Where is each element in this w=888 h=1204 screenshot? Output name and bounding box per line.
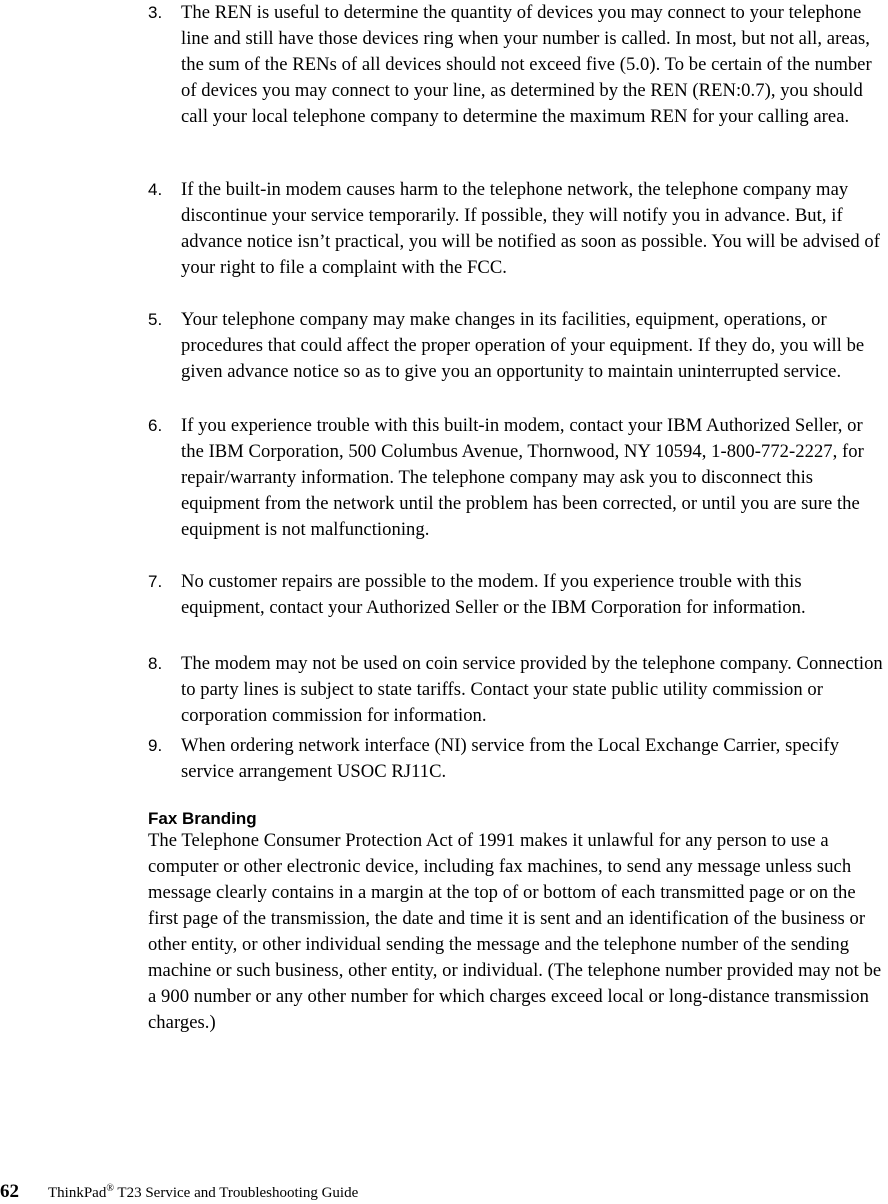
footer-title [48,1182,358,1204]
list-item-number: 5. [148,310,163,329]
section-heading: Fax Branding [148,809,257,828]
registered-mark: ® [106,1183,114,1194]
list-item-number: 9. [148,736,163,755]
page-footer [0,1180,888,1204]
footer-title-brand: ThinkPad [48,1185,107,1201]
footer-title-rest: T23 Service and Troubleshooting Guide [113,1185,359,1201]
list-item-text: If you experience trouble with this built-in modem, contact your IBM Authorized Seller, or the IBM Corporation, 500 Columbus Avenue, Thornwood, NY 10594, 1-800-772-2227, for repair/warranty information. The telephone company may ask you to disconnect this equipment from the network until the problem has been corrected, or until you are sure the equipment is not malfunctioning. [181,415,864,540]
list-item-text: No customer repairs are possible to the modem. If you experience trouble with this equipment, contact your Authorized Seller or the IBM Corporation for information. [181,571,806,618]
list-item-text: Your telephone company may make changes in its facilities, equipment, operations, or procedures that could affect the proper operation of your equipment. If they do, you will be given advance notice so as to give you an opportunity to maintain uninterrupted service. [181,309,865,382]
list-item-text: When ordering network interface (NI) service from the Local Exchange Carrier, specify service arrangement USOC RJ11C. [181,735,840,782]
list-item-text: The modem may not be used on coin service provided by the telephone company. Connection to party lines is subject to state tariffs. Contact your state public utility commission or corporation commission for information. [181,653,883,726]
list-item-text: The REN is useful to determine the quantity of devices you may connect to your telephone line and still have those devices ring when your number is called. In most, but not all, areas, the sum of the RENs of all devices should not exceed five (5.0). To be certain of the number of devices you may connect to your line, as determined by the REN (REN:0.7), you should call your local telephone company to determine the maximum REN for your calling area. [181,2,872,127]
list-item-number: 3. [148,3,163,22]
list-item-number: 6. [148,416,163,435]
page-number: 62 [0,1181,19,1202]
list-item-number: 7. [148,572,163,591]
list-item-number: 8. [148,654,163,673]
list-item-number: 4. [148,180,163,199]
list-item-text: If the built-in modem causes harm to the telephone network, the telephone company may discontinue your service temporarily. If possible, they will notify you in advance. But, if advance notice isn’t practical, you will be notified as soon as possible. You will be advised of your right to file a complaint with the FCC. [181,179,881,278]
section-body: The Telephone Consumer Protection Act of 1991 makes it unlawful for any person to use a computer or other electronic device, including fax machines, to send any message unless such message clearly contains in a margin at the top of or bottom of each transmitted page or on the first page of the transmission, the date and time it is sent and an identification of the business or other entity, or other individual sending the message and the telephone number of the sending machine or such business, other entity, or individual. (The telephone number provided may not be a 900 number or any other number for which charges exceed local or long-distance transmission charges.) [148,830,882,1033]
